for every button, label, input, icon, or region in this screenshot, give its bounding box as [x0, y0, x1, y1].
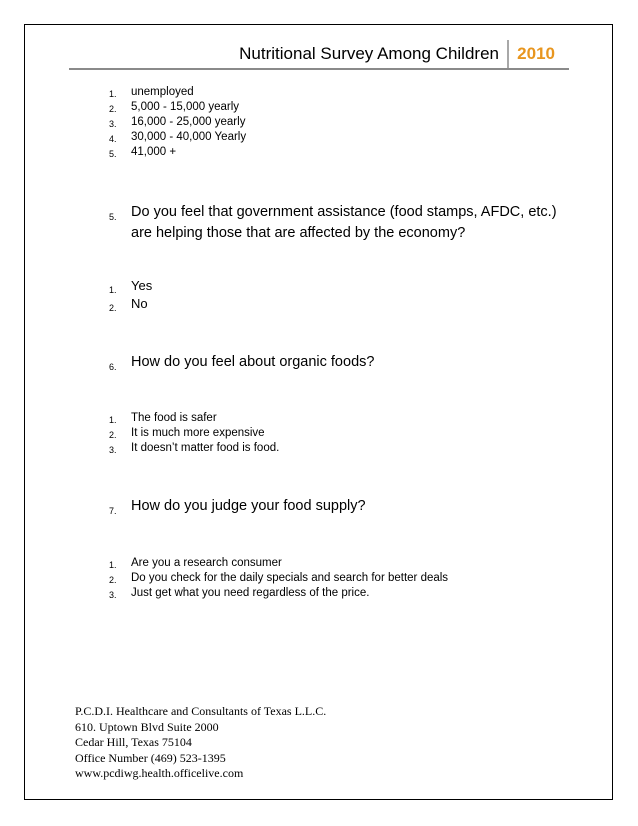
- question-text: How do you feel about organic foods?: [131, 354, 375, 370]
- list-item: [109, 145, 246, 160]
- item-number: 2.: [109, 104, 117, 114]
- question-6: [109, 352, 559, 373]
- footer-company: P.C.D.I. Healthcare and Consultants of Texas L.L.C.: [75, 704, 327, 718]
- item-text: Yes: [131, 278, 153, 293]
- page-header: [69, 40, 569, 70]
- item-number: 1.: [109, 285, 117, 295]
- footer-website[interactable]: www.pcdiwg.health.officelive.com: [75, 766, 244, 780]
- list-item: [109, 426, 279, 441]
- question-5: [109, 202, 559, 244]
- question-5-options: [109, 277, 152, 313]
- footer-phone: Office Number (469) 523-1395: [75, 750, 226, 765]
- item-text: 16,000 - 25,000 yearly: [131, 116, 246, 128]
- footer-city: Cedar Hill, Texas 75104: [75, 735, 192, 749]
- footer-address: 610. Uptown Blvd Suite 2000: [75, 719, 219, 734]
- item-number: 1.: [109, 89, 117, 99]
- list-item: [109, 586, 448, 601]
- item-number: 2.: [109, 575, 117, 585]
- list-item: [109, 277, 152, 295]
- item-number: 2.: [109, 430, 117, 440]
- item-text: Do you check for the daily specials and search for better deals: [131, 572, 449, 584]
- question-number: 7.: [109, 506, 117, 516]
- item-text: 5,000 - 15,000 yearly: [131, 101, 240, 113]
- header-year: 2010: [517, 44, 555, 63]
- item-text: It doesn’t matter food is food.: [131, 442, 280, 454]
- question-6-options: [109, 411, 279, 456]
- item-number: 3.: [109, 119, 117, 129]
- question-text: How do you judge your food supply?: [131, 498, 366, 514]
- item-number: 1.: [109, 415, 117, 425]
- item-text: Just get what you need regardless of the price.: [131, 587, 370, 599]
- item-text: The food is safer: [131, 412, 217, 424]
- header-title: Nutritional Survey Among Children: [239, 44, 499, 63]
- item-text: No: [131, 296, 148, 311]
- question-7-options: [109, 556, 448, 601]
- item-number: 1.: [109, 560, 117, 570]
- list-item: [109, 115, 246, 130]
- item-text: Are you a research consumer: [131, 557, 282, 569]
- item-number: 3.: [109, 445, 117, 455]
- item-text: 30,000 - 40,000 Yearly: [131, 131, 247, 143]
- item-number: 4.: [109, 134, 117, 144]
- question-number: 5.: [109, 212, 117, 222]
- list-item: [109, 130, 246, 145]
- question-number: 6.: [109, 362, 117, 372]
- question-7: [109, 496, 559, 517]
- item-text: It is much more expensive: [131, 427, 265, 439]
- item-number: 3.: [109, 590, 117, 600]
- item-number: 2.: [109, 303, 117, 313]
- header-rule: [69, 68, 569, 70]
- list-item: [109, 100, 246, 115]
- income-options-list: [109, 85, 246, 160]
- question-text: Do you feel that government assistance (food stamps, AFDC, etc.) are helping those that are affected by the economy?: [131, 204, 557, 241]
- item-number: 5.: [109, 149, 117, 159]
- list-item: [109, 295, 152, 313]
- footer-contact: [75, 704, 326, 782]
- list-item: [109, 411, 279, 426]
- list-item: [109, 571, 448, 586]
- list-item: [109, 441, 279, 456]
- item-text: unemployed: [131, 86, 194, 98]
- list-item: [109, 556, 448, 571]
- item-text: 41,000 +: [131, 146, 177, 158]
- header-divider: [507, 40, 509, 70]
- list-item: [109, 85, 246, 100]
